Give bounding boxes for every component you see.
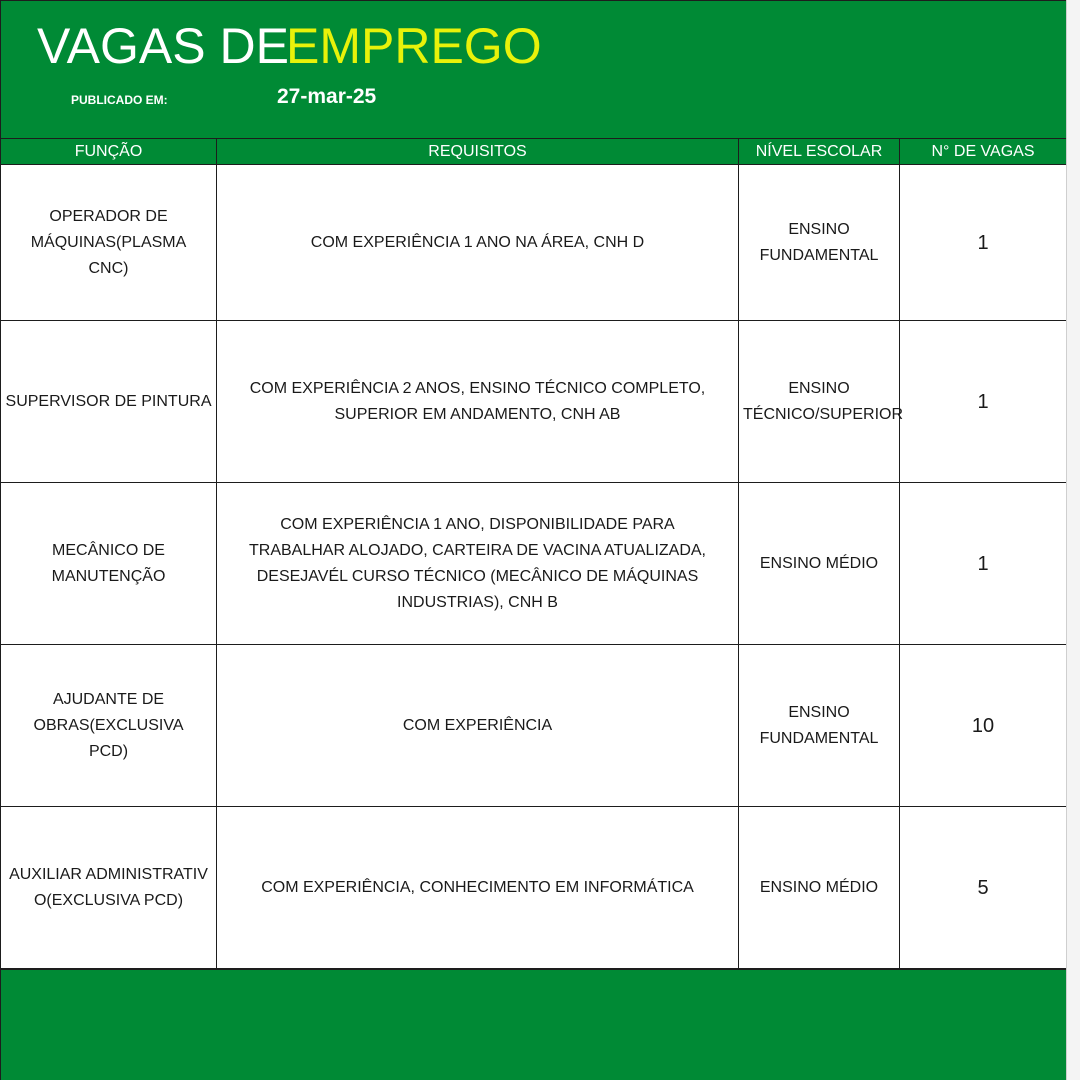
- header-banner: [0, 0, 1066, 138]
- cell-requirements: COM EXPERIÊNCIA 1 ANO, DISPONIBILIDADE PARA TRABALHAR ALOJADO, CARTEIRA DE VACINA ATUALIZADA, DESEJAVÉL CURSO TÉCNICO (MECÂNICO DE MÁQUINAS INDUSTRIAS), CNH B: [217, 483, 739, 645]
- cell-education: ENSINO MÉDIO: [739, 483, 900, 645]
- footer-banner: [0, 969, 1066, 1080]
- cell-requirements: COM EXPERIÊNCIA, CONHECIMENTO EM INFORMÁTICA: [217, 807, 739, 969]
- jobs-table: [0, 138, 1067, 969]
- cell-education: ENSINO TÉCNICO/SUPERIOR: [739, 321, 900, 483]
- cell-requirements: COM EXPERIÊNCIA: [217, 645, 739, 807]
- cell-education: ENSINO FUNDAMENTAL: [739, 645, 900, 807]
- table-header-row: [1, 139, 1067, 165]
- cell-openings: 1: [900, 321, 1067, 483]
- title-part-1: VAGAS DE: [37, 18, 289, 74]
- cell-role: MECÂNICO DE MANUTENÇÃO: [1, 483, 217, 645]
- column-header-openings: N° DE VAGAS: [900, 139, 1067, 165]
- published-date: 27-mar-25: [277, 85, 377, 108]
- table-row: [1, 807, 1067, 969]
- cell-education: ENSINO MÉDIO: [739, 807, 900, 969]
- cell-role: SUPERVISOR DE PINTURA: [1, 321, 217, 483]
- column-header-requirements: REQUISITOS: [217, 139, 739, 165]
- page-edge: [1066, 0, 1080, 1080]
- table-row: [1, 483, 1067, 645]
- cell-openings: 10: [900, 645, 1067, 807]
- cell-education: ENSINO FUNDAMENTAL: [739, 165, 900, 321]
- column-header-role: FUNÇÃO: [1, 139, 217, 165]
- cell-requirements: COM EXPERIÊNCIA 1 ANO NA ÁREA, CNH D: [217, 165, 739, 321]
- table-row: [1, 321, 1067, 483]
- cell-openings: 1: [900, 165, 1067, 321]
- cell-openings: 1: [900, 483, 1067, 645]
- published-label: PUBLICADO EM:: [71, 93, 168, 107]
- table-row: [1, 645, 1067, 807]
- cell-openings: 5: [900, 807, 1067, 969]
- cell-role: AUXILIAR ADMINISTRATIVO(EXCLUSIVA PCD): [1, 807, 217, 969]
- table-row: [1, 165, 1067, 321]
- cell-role: AJUDANTE DE OBRAS(EXCLUSIVA PCD): [1, 645, 217, 807]
- cell-requirements: COM EXPERIÊNCIA 2 ANOS, ENSINO TÉCNICO COMPLETO, SUPERIOR EM ANDAMENTO, CNH AB: [217, 321, 739, 483]
- title-part-2: EMPREGO: [286, 18, 542, 74]
- cell-role: OPERADOR DE MÁQUINAS(PLASMA CNC): [1, 165, 217, 321]
- column-header-education: NÍVEL ESCOLAR: [739, 139, 900, 165]
